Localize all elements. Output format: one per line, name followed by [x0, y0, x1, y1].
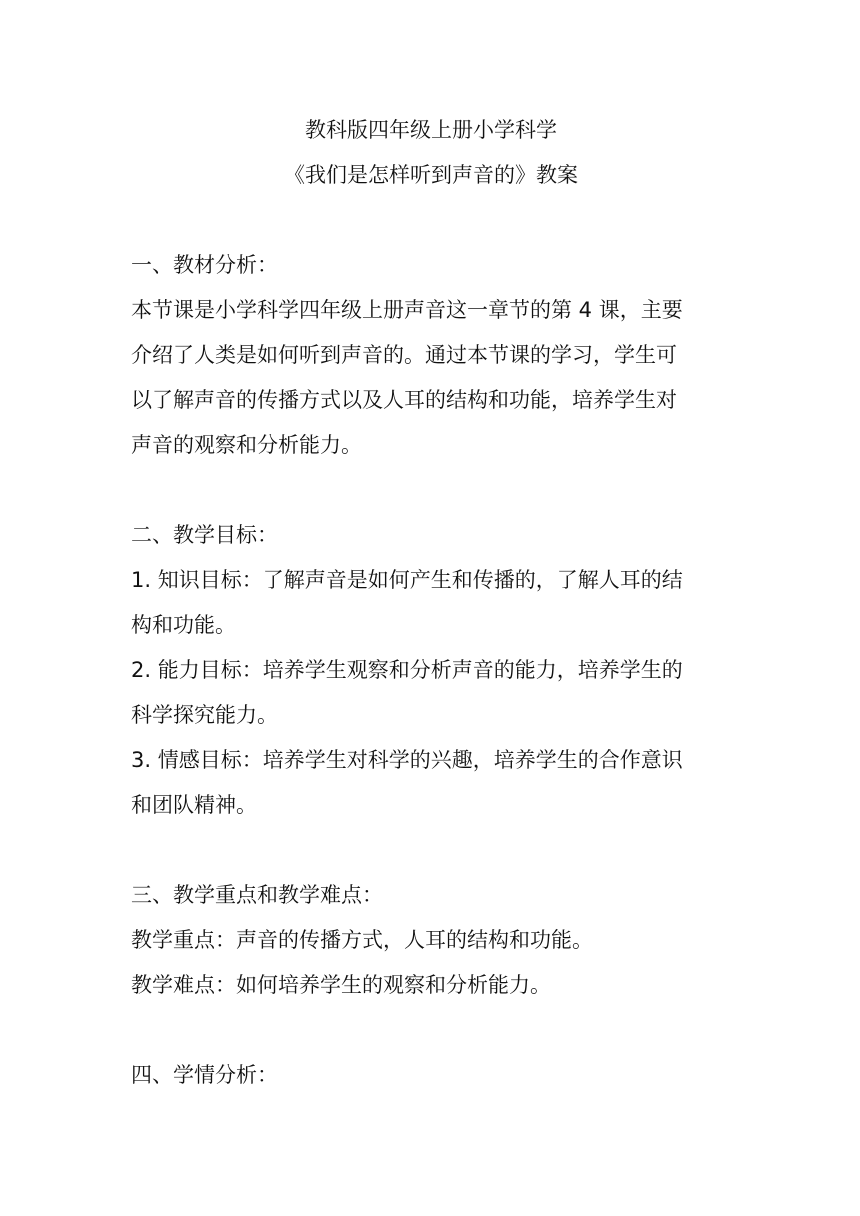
section-teaching-goals: [131, 513, 731, 828]
section-heading: 三、教学重点和教学难点：: [131, 883, 383, 907]
paragraph-line: 介绍了人类是如何听到声音的。通过本节课的学习，学生可: [131, 343, 677, 367]
spacer: [131, 198, 731, 243]
goal-line: 2. 能力目标：培养学生观察和分析声音的能力，培养学生的: [131, 658, 683, 682]
spacer: [131, 1008, 731, 1053]
goal-line: 科学探究能力。: [131, 703, 278, 727]
section-student-analysis: [131, 1053, 731, 1098]
paragraph-line: 声音的观察和分析能力。: [131, 433, 362, 457]
section-key-points: [131, 873, 731, 1008]
paragraph-line: 本节课是小学科学四年级上册声音这一章节的第 4 课，主要: [131, 298, 683, 322]
goal-line: 构和功能。: [131, 613, 236, 637]
difficulty-line: 教学难点：如何培养学生的观察和分析能力。: [131, 973, 551, 997]
section-textbook-analysis: [131, 243, 731, 468]
goal-line: 1. 知识目标：了解声音是如何产生和传播的，了解人耳的结: [131, 568, 683, 592]
key-point-line: 教学重点：声音的传播方式，人耳的结构和功能。: [131, 928, 593, 952]
spacer: [131, 828, 731, 873]
document-title: [131, 108, 731, 198]
section-heading: 一、教材分析：: [131, 253, 278, 277]
document-body: [131, 108, 731, 1098]
goal-line: 和团队精神。: [131, 793, 257, 817]
paragraph-line: 以了解声音的传播方式以及人耳的结构和功能，培养学生对: [131, 388, 677, 412]
goal-line: 3. 情感目标：培养学生对科学的兴趣，培养学生的合作意识: [131, 748, 683, 772]
section-heading: 二、教学目标：: [131, 523, 278, 547]
spacer: [131, 468, 731, 513]
title-line-1: 教科版四年级上册小学科学: [305, 118, 557, 142]
title-line-2: 《我们是怎样听到声音的》教案: [284, 163, 578, 187]
section-heading: 四、学情分析：: [131, 1063, 278, 1087]
